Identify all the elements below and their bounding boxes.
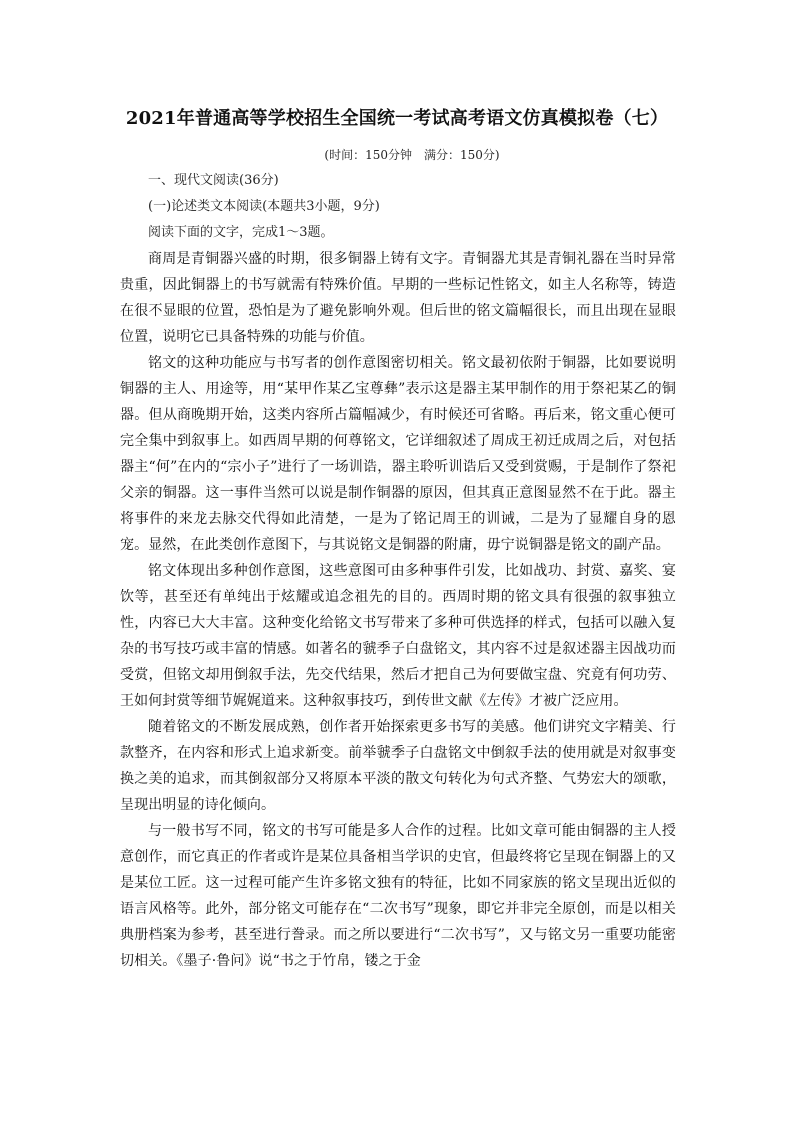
exam-title: 2021年普通高等学校招生全国统一考试高考语文仿真模拟卷（七）	[125, 108, 669, 129]
subsection-heading: (一)论述类文本阅读(本题共3小题，9分)	[148, 199, 380, 214]
passage-paragraph-5: 与一般书写不同，铭文的书写可能是多人合作的过程。比如文章可能由铜器的主人授意创作，而它真正的作者或许是某位具备相当学识的史官，但最终将它呈现在铜器上的又是某位工匠。这一过程可能产生许多铭文独有的特征，比如不同家族的铭文呈现出近似的语言风格等。此外，部分铭文可能存在“二次书写”现象，即它并非完全原创，而是以相关典册档案为参考，甚至进行誊录。而之所以要进行“二次书写”，又与铭文另一重要功能密切相关。《墨子·鲁问》说“书之于竹帛，镂之于金	[120, 823, 676, 969]
reading-instruction: 阅读下面的文字，完成1～3题。	[148, 225, 334, 240]
exam-time-score: (时间：150分钟 满分：150分)	[324, 148, 500, 162]
passage-paragraph-3: 铭文体现出多种创作意图，这些意图可由多种事件引发，比如战功、封赏、嘉奖、宴饮等，甚至还有单纯出于炫耀或追念祖先的目的。西周时期的铭文具有很强的叙事独立性，内容已大大丰富。这种变化给铭文书写带来了多种可供选择的样式，包括可以融入复杂的书写技巧或丰富的情感。如著名的虢季子白盘铭文，其内容不过是叙述器主因战功而受赏，但铭文却用倒叙手法，先交代结果，然后才把自己为何要做宝盘、究竟有何功劳、王如何封赏等细节娓娓道来。这种叙事技巧，到传世文献《左传》才被广泛应用。	[120, 563, 676, 709]
passage-paragraph-1: 商周是青铜器兴盛的时期，很多铜器上铸有文字。青铜器尤其是青铜礼器在当时异常贵重，因此铜器上的书写就需有特殊价值。早期的一些标记性铭文，如主人名称等，铸造在很不显眼的位置，恐怕是为了避免影响外观。但后世的铭文篇幅很长，而且出现在显眼位置，说明它已具备特殊的功能与价值。	[120, 251, 676, 345]
passage-paragraph-2: 铭文的这种功能应与书写者的创作意图密切相关。铭文最初依附于铜器，比如要说明铜器的主人、用途等，用“某甲作某乙宝尊彝”表示这是器主某甲制作的用于祭祀某乙的铜器。但从商晚期开始，这类内容所占篇幅减少，有时候还可省略。再后来，铭文重心便可完全集中到叙事上。如西周早期的何尊铭文，它详细叙述了周成王初迁成周之后，对包括器主“何”在内的“宗小子”进行了一场训诰，器主聆听训诰后又受到赏赐，于是制作了祭祀父亲的铜器。这一事件当然可以说是制作铜器的原因，但其真正意图显然不在于此。器主将事件的来龙去脉交代得如此清楚，一是为了铭记周王的训诫，二是为了显耀自身的恩宠。显然，在此类创作意图下，与其说铭文是铜器的附庸，毋宁说铜器是铭文的副产品。	[120, 355, 676, 553]
passage-paragraph-4: 随着铭文的不断发展成熟，创作者开始探索更多书写的美感。他们讲究文字精美、行款整齐，在内容和形式上追求新变。前举虢季子白盘铭文中倒叙手法的使用就是对叙事变换之美的追求，而其倒叙部分又将原本平淡的散文句转化为句式齐整、气势宏大的颂歌，呈现出明显的诗化倾向。	[120, 719, 676, 813]
section-heading: 一、现代文阅读(36分)	[148, 173, 279, 188]
exam-body	[120, 168, 676, 974]
